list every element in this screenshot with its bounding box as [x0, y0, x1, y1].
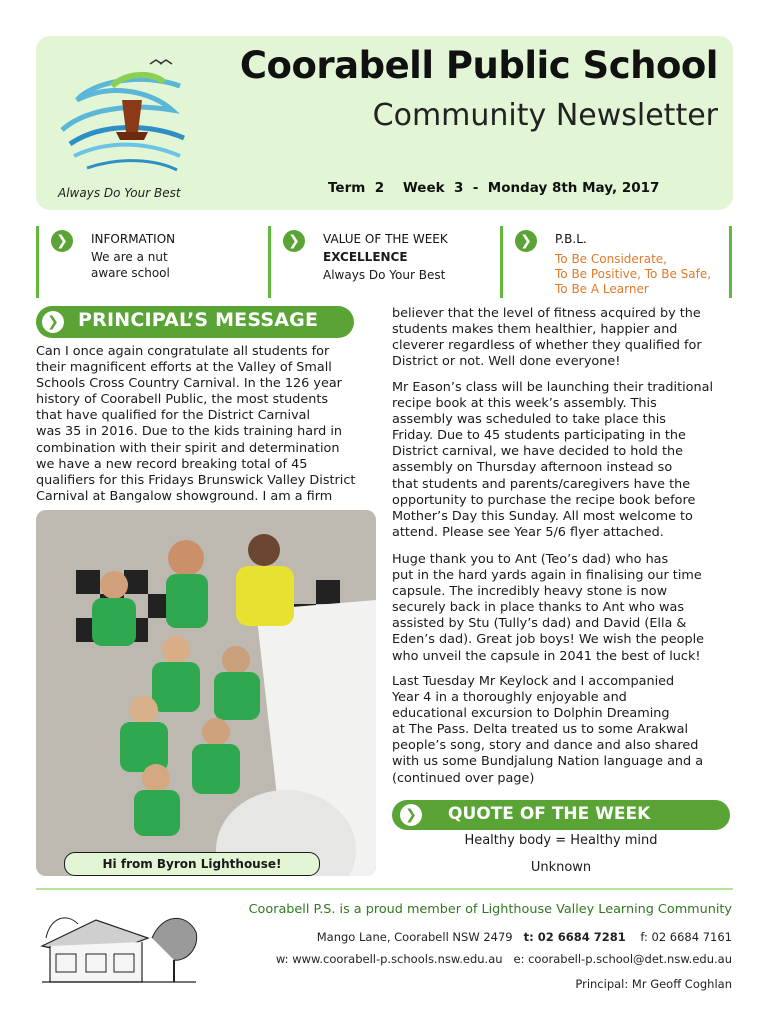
- arrow-right-icon: ❯: [515, 230, 537, 252]
- value-of-week: EXCELLENCE: [323, 250, 408, 264]
- text-line: Mother’s Day this Sunday. All most welcome to: [392, 508, 693, 524]
- school-motto: Always Do Your Best: [58, 186, 181, 200]
- photo-caption: Hi from Byron Lighthouse!: [64, 852, 320, 876]
- text-line: qualifiers for this Fridays Brunswick Valley District: [36, 472, 356, 488]
- text-line: people’s song, story and dance and also shared: [392, 738, 699, 754]
- text-line: District or not. Well done everyone!: [392, 354, 621, 370]
- footer-community: Coorabell P.S. is a proud member of Lighthouse Valley Learning Community: [248, 902, 732, 917]
- info-box-information: [36, 226, 269, 298]
- info-box-line: aware school: [91, 266, 170, 280]
- quote-banner: [392, 800, 730, 830]
- arrow-right-icon: ❯: [51, 230, 73, 252]
- footer-web[interactable]: w: www.coorabell-p.schools.nsw.edu.au: [275, 952, 503, 966]
- text-line: students makes them healthier, happier and: [392, 322, 678, 338]
- text-line: history of Coorabell Public, the most students: [36, 392, 329, 408]
- footer-contact: [317, 930, 732, 944]
- text-line: Mr Eason’s class will be launching their traditional: [392, 380, 714, 395]
- text-line: that students and parents/caregivers have the: [392, 476, 691, 492]
- text-line: Carnival at Bangalow showground. I am a firm: [36, 488, 333, 504]
- arrow-right-icon: ❯: [42, 311, 64, 333]
- footer-email[interactable]: e: coorabell-p.school@det.nsw.edu.au: [513, 952, 732, 966]
- pbl-line: To Be Positive, To Be Safe,: [555, 267, 712, 281]
- info-box-title: VALUE OF THE WEEK: [323, 232, 448, 246]
- pbl-line: To Be A Learner: [555, 282, 649, 296]
- text-line: opportunity to purchase the recipe book before: [392, 492, 696, 508]
- text-line: that have qualified for the District Carnival: [36, 408, 311, 424]
- section-heading: QUOTE OF THE WEEK: [448, 804, 651, 824]
- schoolhouse-sketch: [36, 898, 204, 994]
- quote-text: Healthy body = Healthy mind: [464, 833, 658, 848]
- info-box-value-of-week: [268, 226, 501, 298]
- info-box-line: Always Do Your Best: [323, 268, 446, 282]
- principal-message-right-4: [392, 674, 732, 787]
- divider: [729, 226, 732, 298]
- text-line: Friday. Due to 45 students participating in the: [392, 428, 686, 444]
- text-line: Last Tuesday Mr Keylock and I accompanied: [392, 674, 675, 689]
- text-line: Can I once again congratulate all students for: [36, 344, 330, 359]
- footer-principal: Principal: Mr Geoff Coghlan: [575, 977, 732, 991]
- arrow-right-icon: ❯: [283, 230, 305, 252]
- text-line: educational excursion to Dolphin Dreaming: [392, 706, 670, 722]
- text-line: Year 4 in a thoroughly enjoyable and: [392, 690, 627, 706]
- school-logo: [52, 52, 192, 180]
- text-line: recipe book at this week’s assembly. This: [392, 396, 657, 412]
- issue-date: Term 2 Week 3 - Monday 8th May, 2017: [328, 180, 660, 196]
- text-line: Huge thank you to Ant (Teo’s dad) who has: [392, 552, 669, 567]
- text-line: cleverer regardless of whether they qualified for: [392, 338, 702, 354]
- text-line: their magnificent efforts at the Valley of Small: [36, 360, 332, 376]
- text-line: at The Pass. Delta treated us to some Arakwal: [392, 722, 689, 738]
- text-line: Schools Cross Country Carnival. In the 126 year: [36, 376, 342, 392]
- text-line: (continued over page): [392, 770, 535, 786]
- info-box-pbl: [500, 226, 731, 298]
- principal-message-banner: [36, 306, 354, 338]
- text-line: with us some Bundjalung Nation language and a: [392, 754, 704, 770]
- text-line: believer that the level of fitness acquired by the: [392, 306, 701, 321]
- footer-web-email: [276, 952, 732, 966]
- info-box-title: INFORMATION: [91, 232, 176, 246]
- text-line: was 35 in 2016. Due to the kids training hard in: [36, 424, 343, 440]
- footer-phone: t: 02 6684 7281: [523, 930, 626, 944]
- text-line: assisted by Stu (Tully’s dad) and David (Ella &: [392, 616, 687, 632]
- text-line: combination with their spirit and determination: [36, 440, 340, 456]
- info-box-line: We are a nut: [91, 250, 168, 264]
- text-line: securely back in place thanks to Ant who was: [392, 600, 684, 616]
- info-box-title: P.B.L.: [555, 232, 587, 246]
- text-line: Eden’s dad). Great job boys! We wish the people: [392, 632, 705, 648]
- footer-address: Mango Lane, Coorabell NSW 2479: [316, 930, 513, 944]
- principal-message-right-1: [392, 306, 732, 370]
- section-heading: PRINCIPAL’S MESSAGE: [78, 309, 319, 331]
- principal-message-right-2: [392, 380, 732, 541]
- arrow-right-icon: ❯: [400, 804, 422, 826]
- lighthouse-photo: [36, 510, 376, 876]
- footer-fax: f: 02 6684 7161: [640, 930, 732, 944]
- principal-message-right-3: [392, 552, 732, 665]
- footer-divider: [36, 888, 733, 890]
- newsletter-subtitle: Community Newsletter: [372, 98, 718, 133]
- school-name: Coorabell Public School: [239, 44, 718, 87]
- text-line: put in the hard yards again in finalising our time: [392, 568, 702, 584]
- pbl-line: To Be Considerate,: [555, 252, 667, 266]
- text-line: capsule. The incredibly heavy stone is now: [392, 584, 668, 600]
- text-line: District carnival, we have decided to hold the: [392, 444, 683, 460]
- text-line: we have a new record breaking total of 45: [36, 456, 308, 472]
- text-line: who unveil the capsule in 2041 the best of luck!: [392, 648, 701, 664]
- text-line: assembly on Thursday afternoon instead so: [392, 460, 673, 476]
- photo-illustration: [36, 510, 376, 876]
- text-line: attend. Please see Year 5/6 flyer attached.: [392, 524, 664, 540]
- text-line: assembly was scheduled to take place this: [392, 412, 666, 428]
- principal-message-left: [36, 344, 376, 505]
- quote-author: Unknown: [530, 860, 592, 875]
